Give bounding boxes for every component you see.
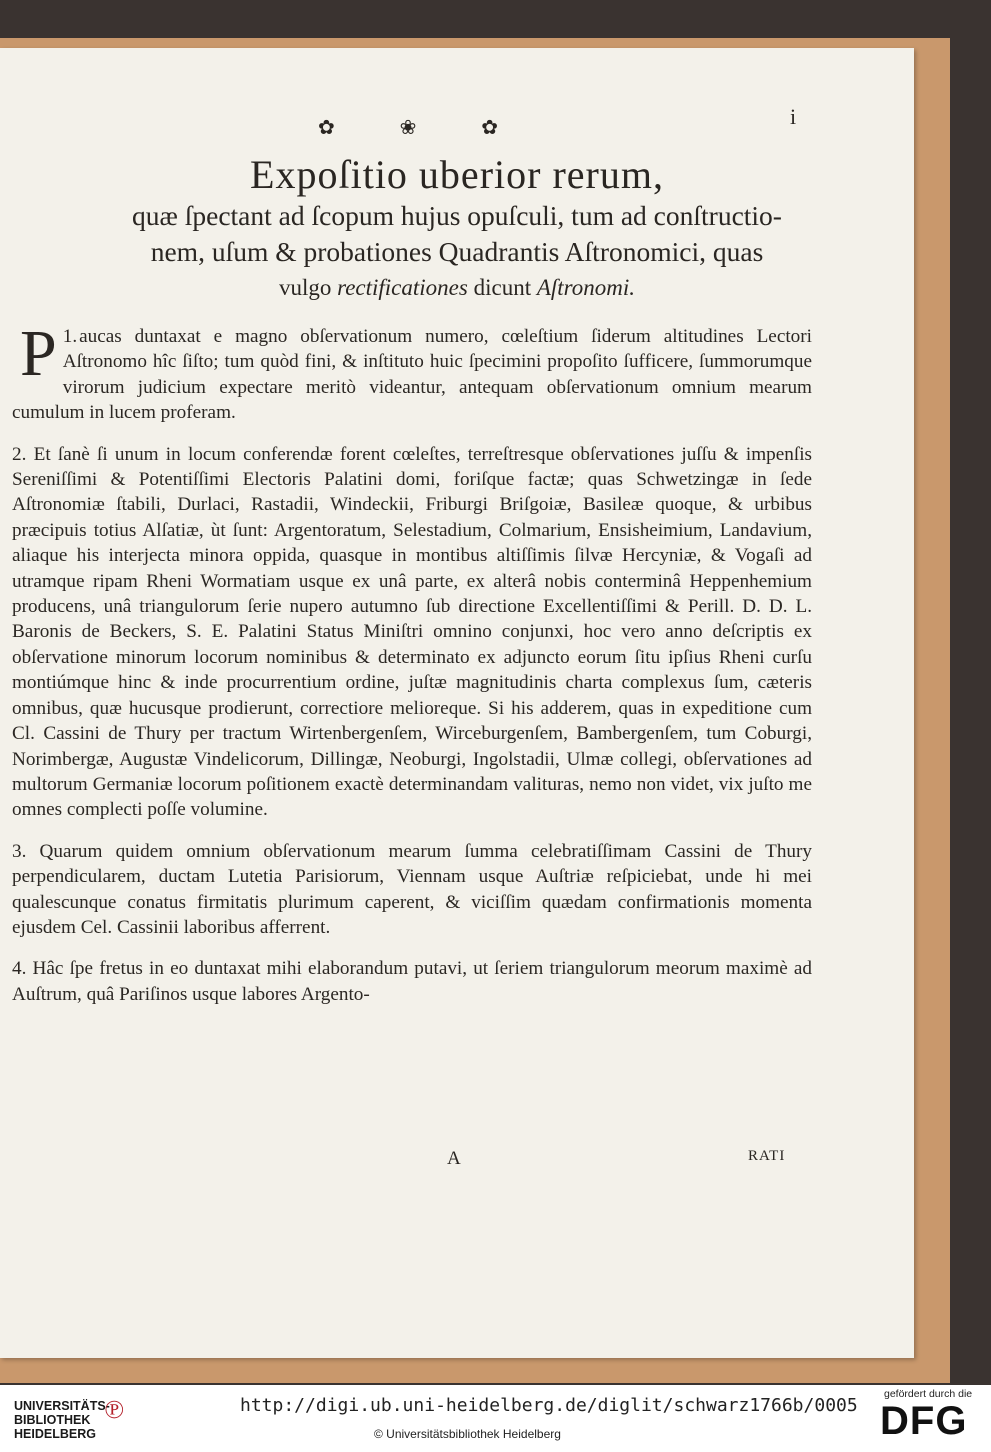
subtitle-italic: rectificationes [337,275,468,300]
paragraph-text: aucas duntaxat e magno obſervationum numero, cœleſtium ſiderum altitudines Lectori Aſtronomo hîc ſiſto; tum quòd fini, & inſtituto huic ſpecimini propoſito ſufficere, ſummorumque virorum judicium expectare meritò videantur, antequam obſervationum omnium mearum cumulum in lucem proferam. [12,326,812,424]
rosette-ornament-icon: ❀ [399,115,417,139]
paragraph-3: 3. Quarum quidem omnium obſervationum mearum ſumma celebratiſſimam Cassini de Thury perpendicularem, ductam Lutetia Parisiorum, Viennam usque Auſtriæ reſpiciebat, unde hi mei qualescunque conatus firmitatis plurimum caperent, & viciſſim quædam confirmationis momenta ejusdem Cel. Cassinii laboribus afferrent. [12,840,812,938]
library-emblem-icon: ℗ [104,1395,124,1425]
subtitle-text: vulgo [278,275,338,300]
paragraph-number: 1. [62,326,78,347]
funding-caption: gefördert durch die [884,1388,973,1400]
copyright-notice: © Universitätsbibliothek Heidelberg [374,1427,561,1441]
folio-mark: i [790,104,797,129]
signature-mark: A [447,1148,461,1169]
viewer-footer [0,1385,991,1452]
paragraph-1 [12,317,812,426]
flower-ornament-icon: ✿ [318,115,335,139]
body-text [12,317,812,1023]
catchword: RATI [748,1148,786,1164]
library-name-line: BIBLIOTHEK [14,1413,91,1427]
subtitle-italic: Aſtronomi. [536,275,636,300]
library-logo[interactable] [14,1399,110,1441]
permalink-url[interactable]: http://digi.ub.uni-heidelberg.de/diglit/schwarz1766b/0005 [240,1395,858,1416]
subtitle-line: nem, uſum & probationes Quadrantis Aſtronomici, quas [150,236,764,267]
page-title: Expoſitio uberior rerum, [250,152,664,197]
library-name-line: HEIDELBERG [14,1427,96,1441]
subtitle-text: dicunt [467,275,537,300]
dfg-logo[interactable]: DFG [880,1399,968,1443]
paragraph-4: 4. Hâc ſpe fretus in eo duntaxat mihi elaborandum putavi, ut ſeriem triangulorum meorum maximè ad Auſtrum, quâ Pariſinos usque labores Argento- [12,958,812,1005]
subtitle-line: quæ ſpectant ad ſcopum hujus opuſculi, tum ad conſtructio- [132,200,782,231]
paragraph-2: 2. Et ſanè ſi unum in locum conferendæ forent cœleſtes, terreſtresque obſervationes juſſu & impenſis Sereniſſimi & Potentiſſimi Electoris Palatini domi, foriſque factæ; quas Schwetzingæ in ſede Aſtronomiæ ſtabili, Durlaci, Rastadii, Windeckii, Friburgi Briſgoiæ, Basileæ quoque, & urbibus præcipuis totius Alſatiæ, ùt ſunt: Argentoratum, Selestadium, Colmarium, Ensisheimium, Landavium, aliaque his interjecta minora oppida, quasque in montibus altiſſimis ſilvæ Hercyniæ, & Vogaſi ad utramque ripam Rheni Wormatiam usque ex unâ parte, ex alterâ nobis conterminâ Heppenhemium producens, unâ triangulorum ſerie nupero autumno ſub directione Excellentiſſimi & Perill. D. D. L. Baronis de Beckers, S. E. Palatini Status Miniſtri omnino conjunxi, hoc vero anno deſcriptis ex obſervatione minorum locorum nominibus & determinato ex adjuncto eorum ſitu ipſius Rheni curſu montiúmque hinc & inde procurrentium ordine, juſtæ magnitudinis charta complexus ſum, cæteris omnibus, quæ hucusque prodierunt, correctiore melioreque. Si his adderem, quas in expeditione cum Cl. Cassini de Thury per tractum Wirtenbergenſem, Wirceburgenſem, Bambergenſem, tum Coburgi, Norimbergæ, Augustæ Vindelicorum, Dillingæ, Neoburgi, Ingolstadii, Ulmæ collegi, obſervationes ad multorum Germaniæ locorum poſitionem exactè determinandam valituras, nemo non videt, vix juſto me omnes complecti poſſe volumine. [12,443,812,821]
flower-ornament-icon: ✿ [481,115,498,139]
drop-capital: P [20,317,57,390]
page-subtitle [0,198,914,306]
book-page [0,48,914,1358]
library-name-line: UNIVERSITÄTS- [14,1399,110,1413]
header-ornament [318,114,498,140]
subtitle-line [0,270,914,306]
